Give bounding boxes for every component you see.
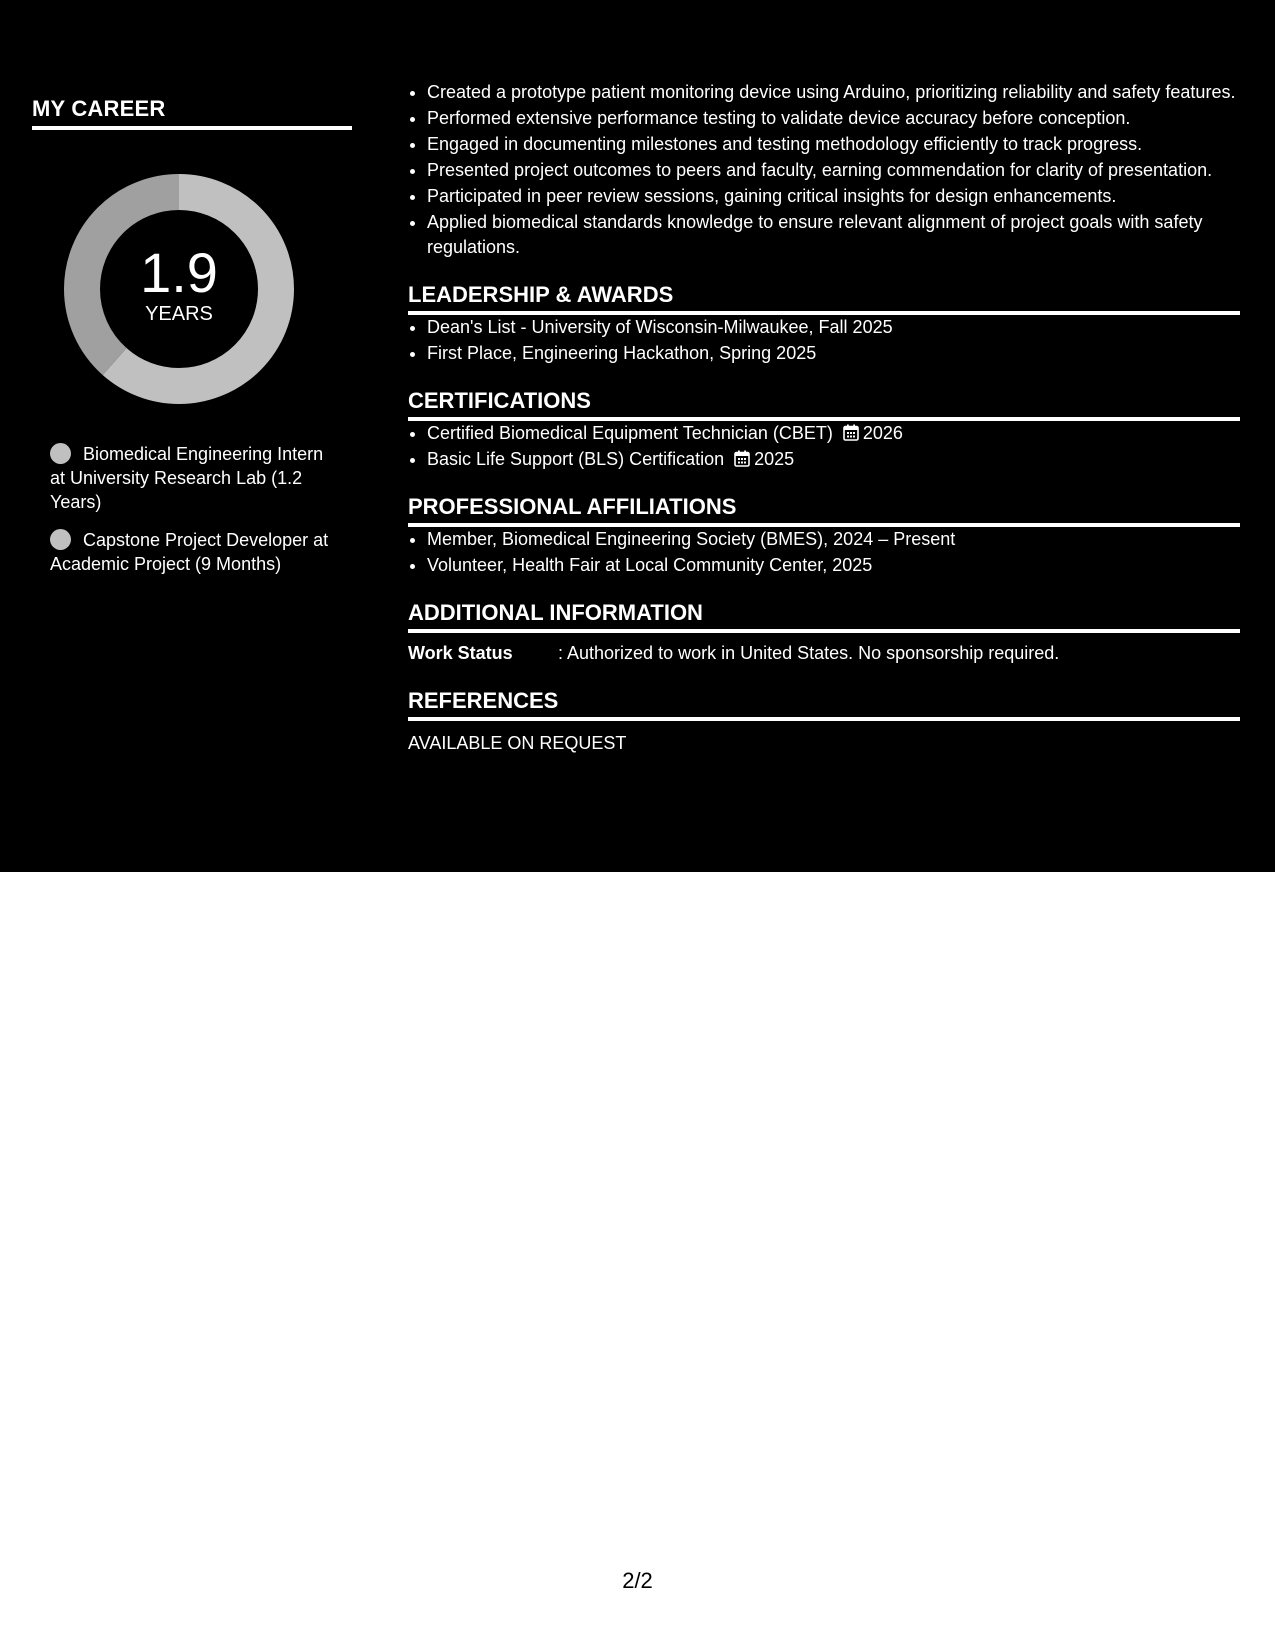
leadership-item: • First Place, Engineering Hackathon, Spring 2025 xyxy=(427,341,1240,366)
certification-name: Basic Life Support (BLS) Certification xyxy=(427,449,725,469)
certification-year: 2026 xyxy=(862,423,903,443)
career-list xyxy=(50,442,340,576)
affiliations-title: PROFESSIONAL AFFILIATIONS xyxy=(408,494,1240,527)
certification-name: Certified Biomedical Equipment Technician (CBET) xyxy=(427,423,833,443)
additional-info-title: ADDITIONAL INFORMATION xyxy=(408,600,1240,633)
page-number: 2/2 xyxy=(622,1568,653,1593)
experience-bullet: • Applied biomedical standards knowledge to ensure relevant alignment of project goals with safety regulations. xyxy=(427,210,1240,260)
career-item-text: Capstone Project Developer at Academic Project (9 Months) xyxy=(50,530,329,574)
affiliations-list xyxy=(408,527,1240,578)
work-status-value: : Authorized to work in United States. No sponsorship required. xyxy=(558,643,1060,663)
experience-bullet: • Performed extensive performance testing to validate device accuracy before conception. xyxy=(427,106,1240,131)
calendar-icon xyxy=(734,450,750,467)
affiliation-item: • Volunteer, Health Fair at Local Community Center, 2025 xyxy=(427,553,1240,578)
experience-bullets xyxy=(408,80,1240,260)
work-status-label: Work Status xyxy=(408,643,513,663)
leadership-item: • Dean's List - University of Wisconsin-Milwaukee, Fall 2025 xyxy=(427,315,1240,340)
leadership-title: LEADERSHIP & AWARDS xyxy=(408,282,1240,315)
career-item xyxy=(50,442,340,514)
career-sidebar xyxy=(32,96,352,590)
certification-item xyxy=(427,447,1240,472)
leadership-list xyxy=(408,315,1240,366)
certifications-list xyxy=(408,421,1240,472)
career-donut-chart xyxy=(64,174,294,404)
career-dot-icon xyxy=(50,529,71,550)
total-years-unit: YEARS xyxy=(145,302,213,325)
total-years-value: 1.9 xyxy=(140,240,218,304)
certification-year: 2025 xyxy=(754,449,795,469)
career-dot-icon xyxy=(50,443,71,464)
references-text: AVAILABLE ON REQUEST xyxy=(408,733,627,753)
main-column xyxy=(408,80,1240,756)
affiliation-item: • Member, Biomedical Engineering Society (BMES), 2024 – Present xyxy=(427,527,1240,552)
certification-item xyxy=(427,421,1240,446)
experience-bullet: • Participated in peer review sessions, gaining critical insights for design enhancements. xyxy=(427,184,1240,209)
career-item xyxy=(50,528,340,576)
career-item-text: Biomedical Engineering Intern at University Research Lab (1.2 Years) xyxy=(50,444,324,512)
certifications-title: CERTIFICATIONS xyxy=(408,388,1240,421)
calendar-icon xyxy=(843,424,859,441)
career-title: MY CAREER xyxy=(32,96,352,130)
experience-bullet: • Engaged in documenting milestones and testing methodology efficiently to track progress. xyxy=(427,132,1240,157)
references-title: REFERENCES xyxy=(408,688,1240,721)
donut-center xyxy=(64,174,294,404)
work-status-row xyxy=(408,641,1240,666)
experience-bullet: • Presented project outcomes to peers and faculty, earning commendation for clarity of presentation. xyxy=(427,158,1240,183)
experience-bullet: • Created a prototype patient monitoring device using Arduino, prioritizing reliability and safety features. xyxy=(427,80,1240,105)
